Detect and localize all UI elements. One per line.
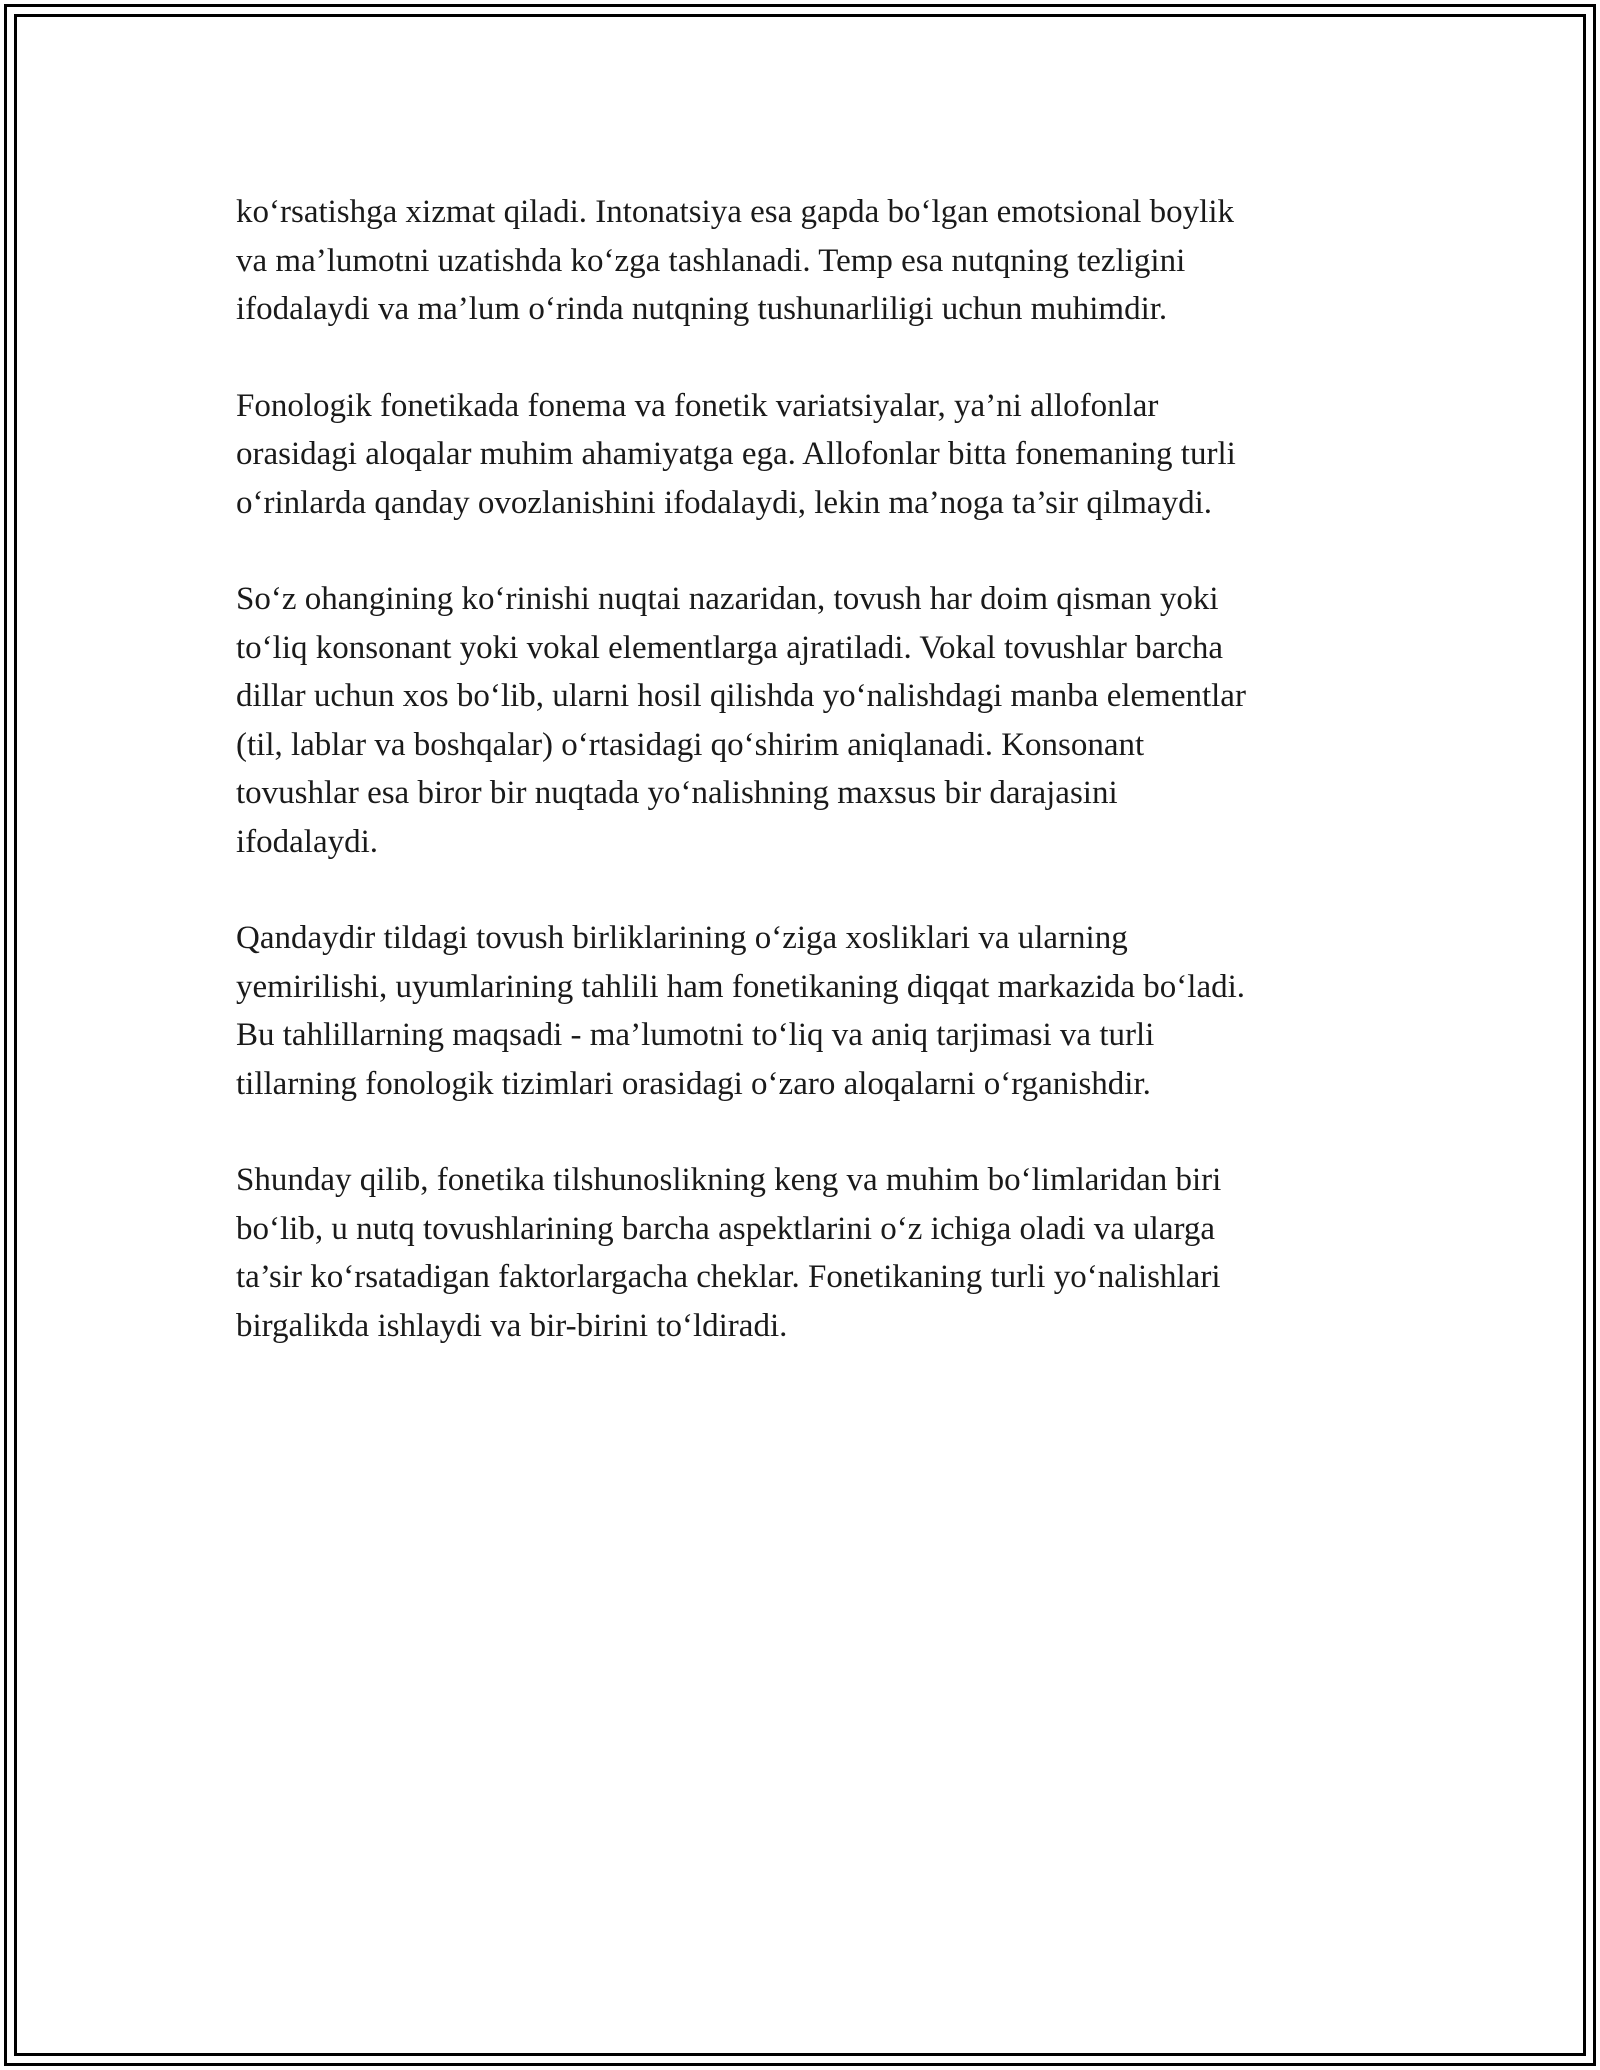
paragraph-sound-units-analysis: Qandaydir tildagi tovush birliklarining o‘ziga xosliklari va ularning yemirilishi, uyumlarining tahlili ham fonetikaning diqqat markazida bo‘ladi. Bu tahlillarning maqsadi - ma’lumotni to‘liq va aniq tarjimasi va turli tillarning fonologik tizimlari orasidagi o‘zaro aloqalarni o‘rganishdir. (236, 920, 1246, 1102)
paragraph-conclusion: Shunday qilib, fonetika tilshunoslikning keng va muhim bo‘limlaridan biri bo‘lib, u nutq tovushlarining barcha aspektlarini o‘z ichiga oladi va ularga ta’sir ko‘rsatadigan faktorlargacha cheklar. Fonetikaning turli yo‘nalishlari birgalikda ishlaydi va bir-birini to‘ldiradi. (236, 1162, 1222, 1344)
paragraph-sound-elements: So‘z ohangining ko‘rinishi nuqtai nazaridan, tovush har doim qisman yoki to‘liq konsonant yoki vokal elementlarga ajratiladi. Vokal tovushlar barcha dillar uchun xos bo‘lib, ularni hosil qilishda yo‘nalishdagi manba elementlar (til, lablar va boshqalar) o‘rtasidagi qo‘shirim aniqlanadi. Konsonant tovushlar esa biror bir nuqtada yo‘nalishning maxsus bir darajasini ifodalaydi. (236, 581, 1246, 860)
paragraph-phonological-phonetics: Fonologik fonetikada fonema va fonetik variatsiyalar, ya’ni allofonlar orasidagi aloqalar muhim ahamiyatga ega. Allofonlar bitta fonemaning turli o‘rinlarda qanday ovozlanishini ifodalaydi, lekin ma’noga ta’sir qilmaydi. (236, 387, 1236, 521)
paragraph-intonation-tempo: ko‘rsatishga xizmat qiladi. Intonatsiya esa gapda bo‘lgan emotsional boylik va ma’lumotni uzatishda ko‘zga tashlanadi. Temp esa nutqning tezligini ifodalaydi va ma’lum o‘rinda nutqning tushunarliligi uchun muhimdir. (236, 194, 1235, 327)
document-body (236, 188, 1376, 1398)
